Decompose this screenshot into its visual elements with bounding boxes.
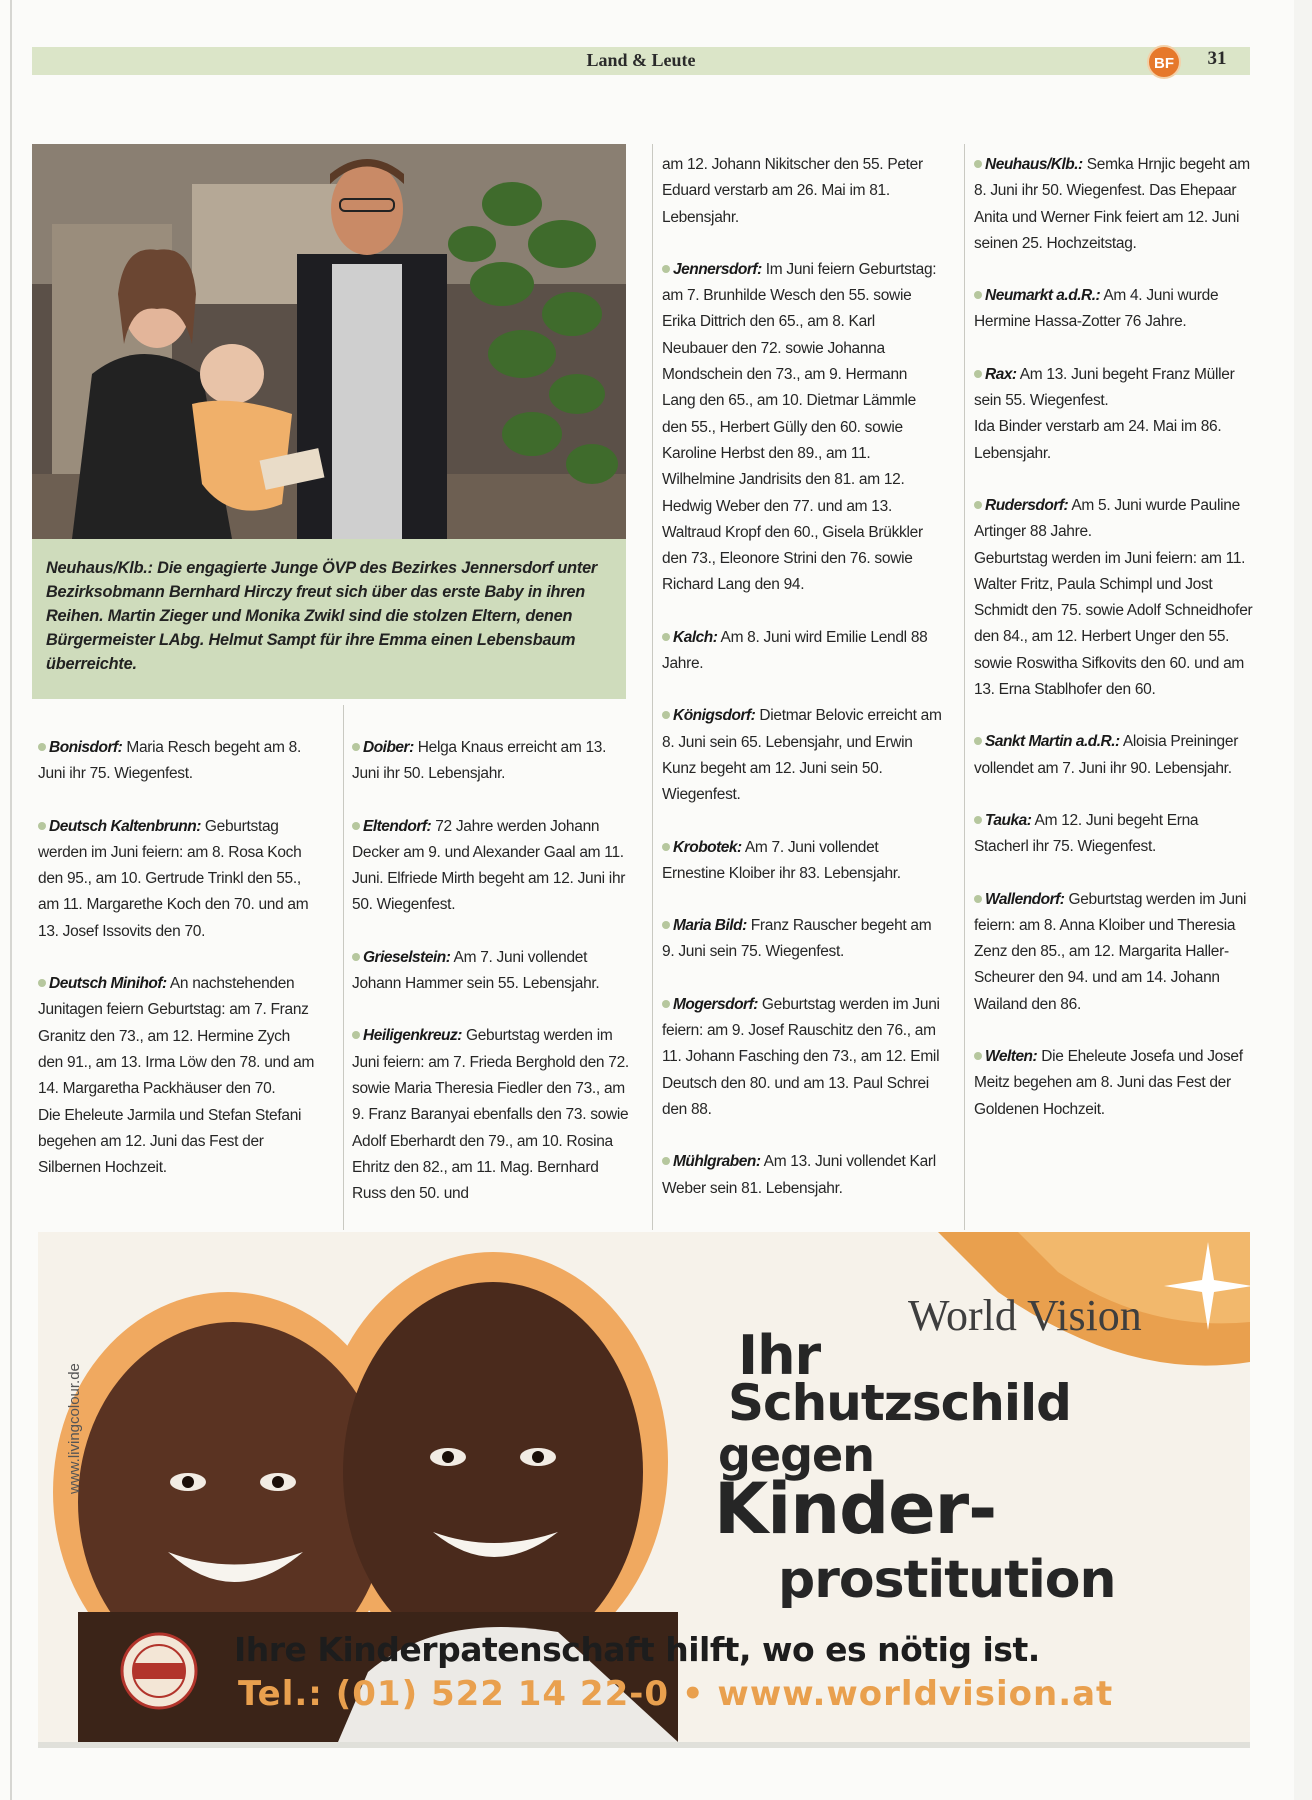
entry-text: Am 8. Juni wird Emilie Lendl 88 Jahre. [662, 628, 928, 673]
bullet-icon [974, 370, 982, 378]
list-item [352, 735, 634, 788]
place-name: Heiligenkreuz: [363, 1027, 462, 1045]
list-item [662, 1149, 944, 1202]
entry-text: Am 5. Juni wurde Pauline Artinger 88 Jahre. [974, 496, 1240, 541]
bullet-icon [38, 822, 46, 830]
entry-text: Semka Hrnjic begeht am 8. Juni ihr 50. Wiegenfest. Das Ehepaar Anita und Werner Fink feiert am 12. Juni seinen 25. Hochzeitstag. [974, 156, 1250, 252]
bullet-icon [352, 743, 360, 751]
list-item [662, 703, 944, 808]
article-column-2 [352, 735, 634, 1207]
place-name: Neumarkt a.d.R.: [985, 287, 1101, 305]
place-name: Kalch: [673, 628, 718, 646]
entry-text: Die Eheleute Josefa und Josef Meitz begehen am 8. Juni das Fest der Goldenen Hochzeit. [974, 1048, 1243, 1118]
place-name: Mogersdorf: [673, 995, 758, 1013]
list-item [662, 257, 944, 599]
place-name: Deutsch Minihof: [49, 975, 167, 993]
bullet-icon [662, 633, 670, 641]
entry-text: Geburtstag werden im Juni feiern: am 8. Rosa Koch den 95., am 10. Gertrude Trinkl den 55., am 11. Margarethe Koch den 70. und am 13. Josef Issovits den 70. [38, 817, 309, 940]
list-item [352, 1023, 634, 1207]
bullet-icon [662, 1000, 670, 1008]
entry-text: Geburtstag werden im Juni feiern: am 8. Anna Kloiber und Theresia Zenz den 85., am 12. Margarita Haller-Scheurer den 94. und am 14. Johann Wailand den 86. [974, 890, 1247, 1013]
article-column-1 [38, 735, 318, 1181]
entry-text: Am 12. Juni begeht Erna Stacherl ihr 75. Wiegenfest. [974, 811, 1199, 856]
ad-headline-line: Schutzschild [728, 1374, 1071, 1432]
list-item [352, 814, 634, 919]
list-item [974, 362, 1256, 467]
entry-text: Dietmar Belovic erreicht am 8. Juni sein 65. Lebensjahr, und Erwin Kunz begeht am 12. Juni sein 50. Wiegenfest. [662, 707, 942, 804]
ad-side-credit: www.livingcolour.de [66, 1363, 83, 1494]
bottom-strip [38, 1742, 1250, 1748]
article-column-3 [662, 152, 944, 1202]
publication-logo: BF [1147, 45, 1181, 79]
place-name: Doiber: [363, 739, 414, 756]
place-name: Maria Bild: [673, 917, 747, 935]
bullet-icon [38, 979, 46, 987]
column-rule [343, 705, 344, 1230]
photo-illustration [32, 144, 626, 539]
bullet-icon [974, 160, 982, 168]
entry-text: Am 13. Juni vollendet Karl Weber sein 81. Lebensjahr. [662, 1153, 936, 1197]
entry-text-extra: Ida Binder verstarb am 24. Mai im 86. Lebensjahr. [974, 418, 1222, 462]
place-name: Krobotek: [673, 838, 742, 856]
entry-text: Helga Knaus erreicht am 13. Juni ihr 50. Lebensjahr. [352, 739, 607, 783]
list-item [352, 945, 634, 998]
page-number: 31 [1207, 48, 1227, 69]
bullet-icon [352, 1031, 360, 1039]
entry-text: Im Juni feiern Geburtstag: am 7. Brunhilde Wesch den 55. sowie Erika Dittrich den 65., am 8. Karl Neubauer den 72. sowie Johanna Mondschein den 73., am 9. Hermann Lang den 65., am 10. Dietmar Lämmle den 55., Herbert Gülly den 60. sowie Karoline Herbst den 89., am 11. Wilhelmine Jandrisits den 81. am 12. Hedwig Weber den 77. und am 13. Waltraud Kropf den 60., Gisela Brükkler den 73., Eleonore Strini den 76. sowie Richard Lang den 94. [662, 260, 937, 594]
entry-text: Franz Rauscher begeht am 9. Juni sein 75. Wiegenfest. [662, 917, 932, 961]
entry-text: Geburtstag werden im Juni feiern: am 7. Frieda Berghold den 72. sowie Maria Theresia Fiedler den 73., am 9. Franz Baranyai ebenfalls den 73. sowie Adolf Eberhardt den 79., am 10. Rosina Ehritz den 82., am 11. Mag. Bernhard Russ den 50. und [352, 1027, 629, 1203]
entry-text: Am 7. Juni vollendet Johann Hammer sein 55. Lebensjahr. [352, 948, 600, 993]
bullet-icon [662, 1157, 670, 1165]
list-item [38, 735, 318, 788]
ad-headline-line: Ihr [738, 1324, 821, 1387]
bullet-icon [662, 843, 670, 851]
place-name: Bonisdorf: [49, 739, 123, 756]
entry-text: 72 Jahre werden Johann Decker am 9. und Alexander Gaal am 11. Juni. Elfriede Mirth begeht am 12. Juni ihr 50. Wiegenfest. [352, 817, 626, 914]
place-name: Rax: [985, 365, 1017, 383]
continued-text: am 12. Johann Nikitscher den 55. Peter Eduard verstarb am 26. Mai im 81. Lebensjahr. [662, 156, 923, 226]
bullet-icon [662, 921, 670, 929]
donation-seal-icon [120, 1632, 198, 1710]
list-item [662, 992, 944, 1123]
entry-text: An nachstehenden Junitagen feiern Geburtstag: am 7. Franz Granitz den 73., am 12. Hermine Zych den 91., am 13. Irma Löw den 78. und am 14. Margaretha Packhäuser den 70. [38, 975, 315, 1098]
page-edge-right [1294, 0, 1312, 1800]
list-item [974, 729, 1256, 782]
place-name: Mühlgraben: [673, 1153, 761, 1171]
advertisement [38, 1232, 1250, 1742]
place-name: Deutsch Kaltenbrunn: [49, 817, 201, 835]
bullet-icon [352, 953, 360, 961]
bullet-icon [662, 711, 670, 719]
place-name: Grieselstein: [363, 948, 451, 966]
place-name: Neuhaus/Klb.: [985, 156, 1083, 173]
entry-text: Am 13. Juni begeht Franz Müller sein 55. Wiegenfest. [974, 365, 1235, 410]
photo-caption-box [32, 539, 626, 699]
list-item [38, 971, 318, 1181]
section-title: Land & Leute [586, 50, 696, 70]
bullet-icon [974, 501, 982, 509]
news-photo [32, 144, 626, 539]
list-item [974, 152, 1256, 257]
ad-headline-line: Kinder- [714, 1468, 997, 1550]
list-item [662, 835, 944, 888]
bullet-icon [974, 895, 982, 903]
bullet-icon [974, 737, 982, 745]
bullet-icon [974, 1052, 982, 1060]
ad-brand-logo: World Vision [908, 1291, 1142, 1340]
entry-text-extra: Die Eheleute Jarmila und Stefan Stefani begehen am 12. Juni das Fest der Silbernen Hochzeit. [38, 1106, 302, 1177]
list-item [38, 814, 318, 945]
entry-text-extra: Geburtstag werden im Juni feiern: am 11. Walter Fritz, Paula Schimpl und Jost Schmidt den 75. sowie Adolf Schneidhofer den 84., am 12. Herbert Unger den 55. sowie Roswitha Sifkovits den 60. und am 13. Erna Stablhofer den 60. [974, 549, 1253, 699]
list-item [662, 625, 944, 678]
page-edge-left [10, 0, 12, 1800]
column-rule [964, 144, 965, 1230]
list-item [974, 808, 1256, 861]
section-header-bar [32, 47, 1250, 75]
bullet-icon [38, 743, 46, 751]
ad-headline-line: gegen [718, 1428, 874, 1482]
list-item [974, 283, 1256, 336]
place-name: Rudersdorf: [985, 496, 1069, 514]
place-name: Welten: [985, 1048, 1038, 1066]
list-item [662, 913, 944, 966]
place-name: Sankt Martin a.d.R.: [985, 733, 1120, 751]
place-name: Wallendorf: [985, 890, 1065, 908]
photo-caption: Neuhaus/Klb.: Die engagierte Junge ÖVP des Bezirkes Jennersdorf unter Bezirksobmann Bernhard Hirczy freut sich über das erste Baby in ihren Reihen. Martin Zieger und Monika Zwikl sind die stolzen Eltern, denen Bürgermeister LAbg. Helmut Sampt für ihre Emma einen Lebensbaum überreichte. [46, 559, 598, 673]
article-column-4 [974, 152, 1256, 1123]
list-item [974, 1044, 1256, 1123]
bullet-icon [974, 291, 982, 299]
entry-text: Am 4. Juni wurde Hermine Hassa-Zotter 76 Jahre. [974, 287, 1219, 331]
place-name: Königsdorf: [673, 707, 756, 725]
entry-text: Geburtstag werden im Juni feiern: am 9. Josef Rauschitz den 76., am 11. Johann Fasching den 73., am 12. Emil Deutsch den 80. und am 13. Paul Schrei den 88. [662, 995, 940, 1118]
place-name: Jennersdorf: [673, 260, 762, 278]
entry-text: Aloisia Preininger vollendet am 7. Juni ihr 90. Lebensjahr. [974, 733, 1239, 777]
column-rule [652, 144, 653, 1230]
ad-headline-line: prostitution [778, 1550, 1116, 1610]
ad-tagline: Ihre Kinderpatenschaft hilft, wo es nötig ist. [234, 1630, 1040, 1669]
bullet-icon [974, 816, 982, 824]
entry-text: Am 7. Juni vollendet Ernestine Kloiber ihr 83. Lebensjahr. [662, 838, 901, 882]
place-name: Tauka: [985, 811, 1032, 829]
bullet-icon [352, 822, 360, 830]
ad-contact-line: Tel.: (01) 522 14 22-0 • www.worldvision.at [238, 1674, 1114, 1714]
list-item [974, 493, 1256, 703]
bullet-icon [662, 265, 670, 273]
list-item [974, 887, 1256, 1018]
entry-text: Maria Resch begeht am 8. Juni ihr 75. Wiegenfest. [38, 739, 301, 783]
place-name: Eltendorf: [363, 817, 432, 835]
